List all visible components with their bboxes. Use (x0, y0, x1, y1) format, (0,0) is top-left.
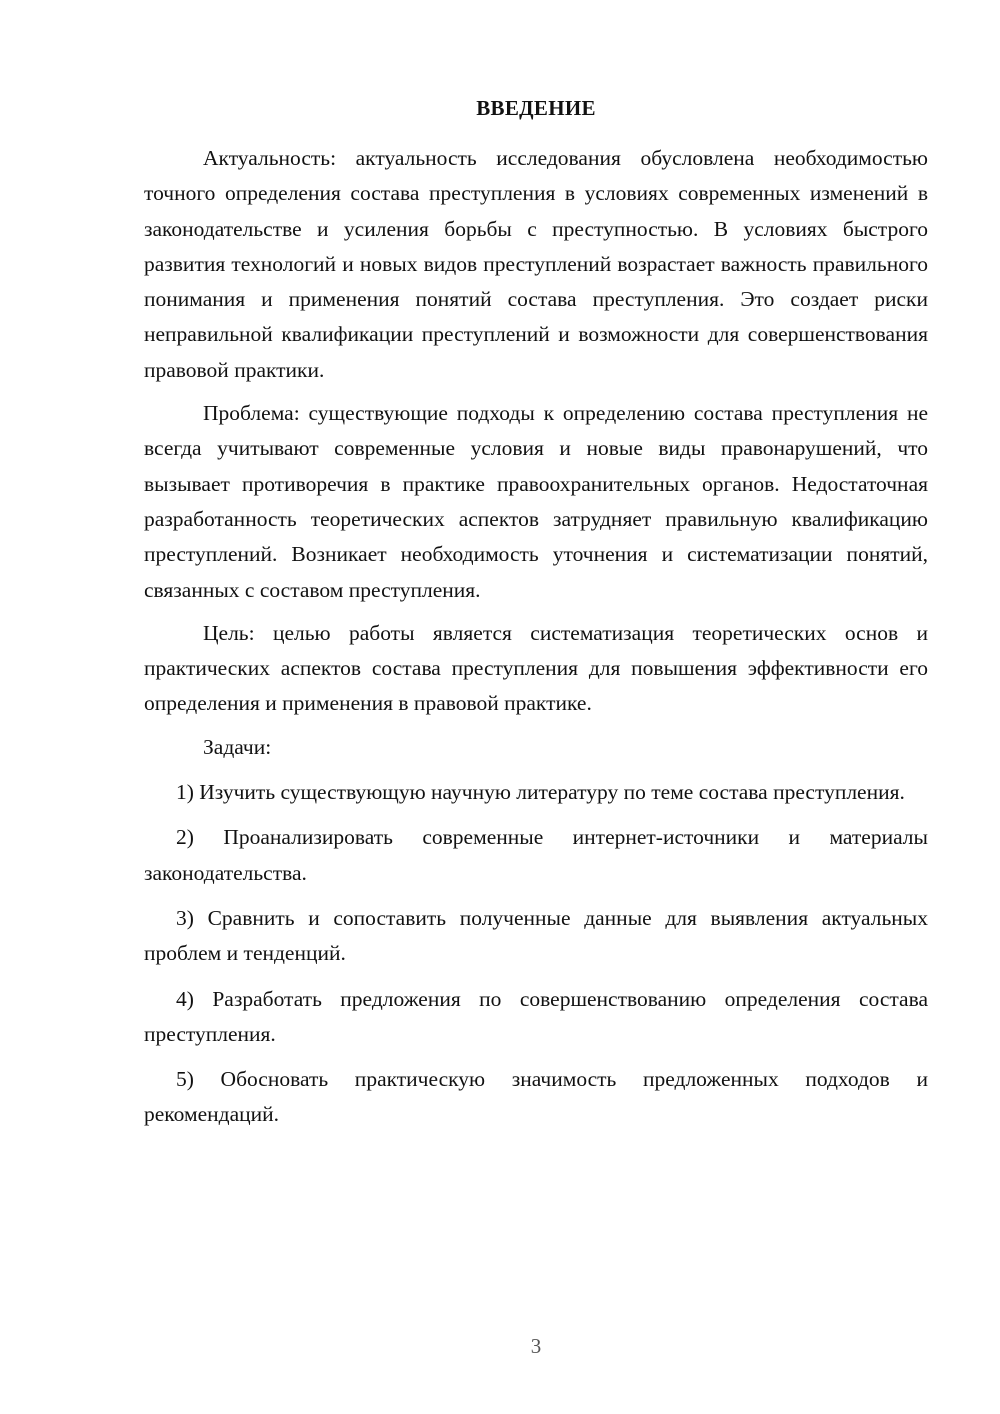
paragraph-relevance: Актуальность: актуальность исследования обусловлена необходимостью точного определения состава преступления в условиях современных изменений в законодательстве и усиления борьбы с преступностью. В условиях быстрого развития технологий и новых видов преступлений возрастает важность правильного понимания и применения понятий состава преступления. Это создает риски неправильной квалификации преступлений и возможности для совершенствования правовой практики. (144, 146, 928, 382)
paragraph-goal: Цель: целью работы является систематизация теоретических основ и практических аспектов состава преступления для повышения эффективности его определения и применения в правовой практике. (144, 620, 928, 716)
task-item: 3) Сравнить и сопоставить полученные данные для выявления актуальных проблем и тенденций. (144, 905, 928, 966)
paragraph-problem: Проблема: существующие подходы к определению состава преступления не всегда учитывают современные условия и новые виды правонарушений, что вызывает противоречия в практике правоохранительных органов. Недостаточная разработанность теоретических аспектов затрудняет правильную квалификацию преступлений. Возникает необходимость уточнения и систематизации понятий, связанных с составом преступления. (144, 401, 928, 602)
task-item: 4) Разработать предложения по совершенствованию определения состава преступления. (144, 986, 928, 1046)
task-item: 2) Проанализировать современные интернет-источники и материалы законодательства. (144, 825, 928, 885)
document-body (144, 141, 928, 1143)
section-heading: ВВЕДЕНИЕ (476, 96, 596, 120)
task-item: 5) Обосновать практическую значимость предложенных подходов и рекомендаций. (144, 1067, 928, 1127)
task-item: 1) Изучить существующую научную литературу по теме состава преступления. (176, 780, 905, 805)
page-number: 3 (530, 1334, 542, 1358)
tasks-label: Задачи: (203, 734, 272, 759)
